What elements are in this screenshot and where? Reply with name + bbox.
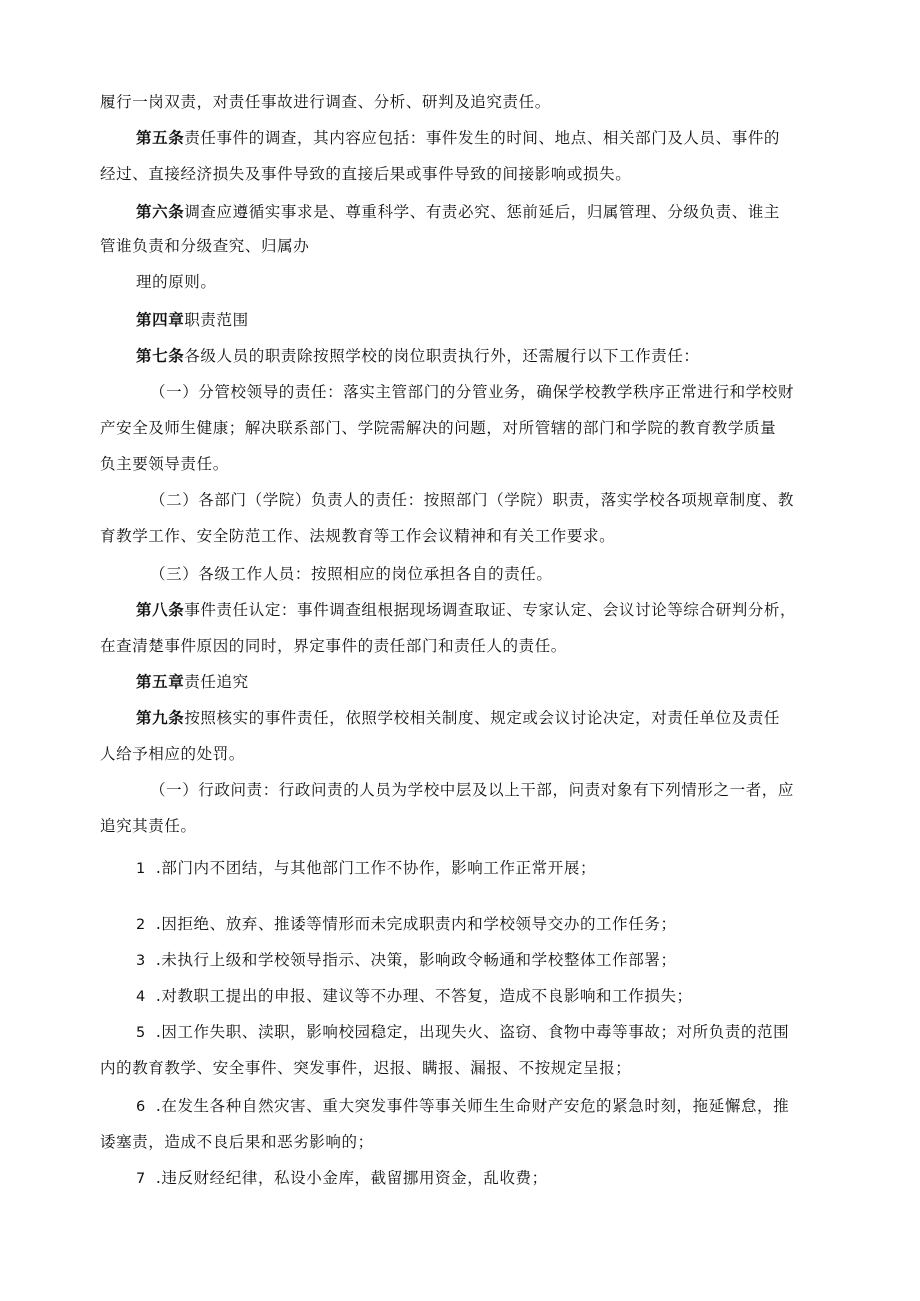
article-heading: 第六条 [136,202,185,221]
paragraph-line: 产安全及师生健康；解决联系部门、学院需解决的问题，对所管辖的部门和学院的教育教学质量 [100,419,777,437]
paragraph-line: 履行一岗双责，对责任事故进行调查、分析、研判及追究责任。 [100,93,551,111]
article-heading: 第九条 [136,708,185,727]
paragraph-line: 理的原则。 [136,273,217,291]
chapter-4-heading: 第四章职责范围 [136,310,249,329]
list-item: 2 .因拒绝、放弃、推诿等情形而未完成职责内和学校领导交办的工作任务； [136,915,677,933]
list-item: 1 .部门内不团结，与其他部门工作不协作，影响工作正常开展； [136,859,597,877]
chapter-label: 第四章 [136,310,185,329]
list-number: 1 [136,861,146,877]
paragraph-line: 诿塞责，造成不良后果和恶劣影响的； [100,1133,374,1151]
list-number: 4 [136,989,146,1005]
list-number: 3 [136,953,146,969]
list-item: 4 .对教职工提出的申报、建议等不办理、不答复，造成不良影响和工作损失； [136,987,693,1005]
list-item: 7 .违反财经纪律，私设小金库，截留挪用资金，乱收费； [136,1169,548,1187]
article-heading: 第五条 [136,128,185,147]
list-item: 6 .在发生各种自然灾害、重大突发事件等事关师生生命财产安危的紧急时刻，拖延懈怠，推 [136,1097,790,1115]
article-heading: 第七条 [136,346,185,365]
article-heading: 第八条 [136,600,185,619]
paragraph-line: 追究其责任。 [100,817,197,835]
article-9-line: 第九条按照核实的事件责任，依照学校相关制度、规定或会议讨论决定，对责任单位及责任 [136,708,781,727]
paragraph-line: 管谁负责和分级查究、归属办 [100,237,310,255]
list-number: 7 [136,1171,146,1187]
list-number: 5 [136,1025,146,1041]
list-item: 3 .未执行上级和学校领导指示、决策，影响政令畅通和学校整体工作部署； [136,951,677,969]
list-number: 6 [136,1099,146,1115]
paragraph-line: 经过、直接经济损失及事件导致的直接后果或事件导致的间接影响或损失。 [100,165,632,183]
paragraph-line: （一）行政问责：行政问责的人员为学校中层及以上干部，问责对象有下列情形之一者，应 [150,781,795,799]
paragraph-line: 在查清楚事件原因的同时，界定事件的责任部门和责任人的责任。 [100,637,567,655]
article-5-line: 第五条责任事件的调查，其内容应包括：事件发生的时间、地点、相关部门及人员、事件的 [136,128,781,147]
paragraph-line: 人给予相应的处罚。 [100,745,245,763]
paragraph-line: 负主要领导责任。 [100,455,229,473]
paragraph-line: （二）各部门（学院）负责人的责任：按照部门（学院）职责，落实学校各项规章制度、教 [150,491,795,509]
list-number: 2 [136,917,146,933]
paragraph-line: 育教学工作、安全防范工作、法规教育等工作会议精神和有关工作要求。 [100,527,616,545]
article-6-line: 第六条调查应遵循实事求是、尊重科学、有责必究、惩前延后，归属管理、分级负责、谁主 [136,202,781,221]
chapter-label: 第五章 [136,672,185,691]
paragraph-line: （一）分管校领导的责任：落实主管部门的分管业务，确保学校教学秩序正常进行和学校财 [150,383,795,401]
chapter-5-heading: 第五章责任追究 [136,672,249,691]
article-7-line: 第七条各级人员的职责除按照学校的岗位职责执行外，还需履行以下工作责任： [136,346,700,365]
paragraph-line: 内的教育教学、安全事件、突发事件，迟报、瞒报、漏报、不按规定呈报； [100,1059,632,1077]
paragraph-line: （三）各级工作人员：按照相应的岗位承担各自的责任。 [150,565,553,583]
article-8-line: 第八条事件责任认定：事件调查组根据现场调查取证、专家认定、会议讨论等综合研判分析， [136,600,797,619]
list-item: 5 .因工作失职、渎职，影响校园稳定，出现失火、盗窃、食物中毒等事故；对所负责的范围 [136,1023,790,1041]
